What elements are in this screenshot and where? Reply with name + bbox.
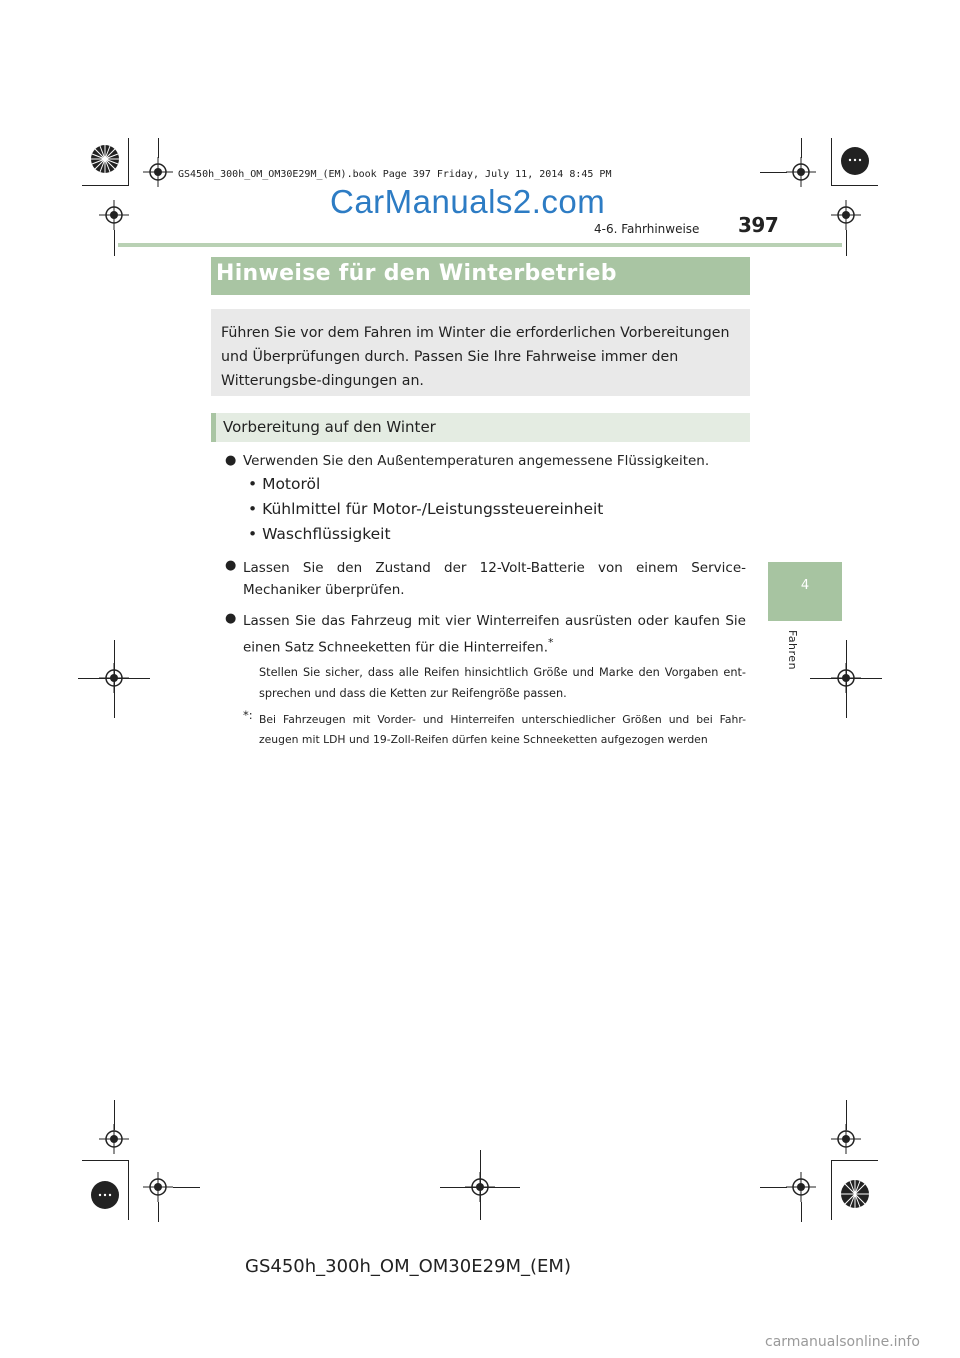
header-rule <box>118 243 842 247</box>
page-title-bar <box>211 257 750 295</box>
book-info: GS450h_300h_OM_OM30E29M_(EM).book Page 397 Friday, July 11, 2014 8:45 PM <box>178 169 612 180</box>
bullet-icon: ● <box>225 453 237 468</box>
chapter-number: 4 <box>800 578 810 593</box>
footer-model-code: GS450h_300h_OM_OM30E29M_(EM) <box>245 1256 571 1277</box>
sunburst-mark-icon <box>832 1172 876 1216</box>
intro-text: Führen Sie vor dem Fahren im Winter die erforderlichen Vorbereitungen und Überprüfungen durch. Passen Sie Ihre Fahrweise immer den Witterungsbe-dingungen an. <box>221 325 730 389</box>
list-item: • Waschflüssigkeit <box>248 525 391 543</box>
registration-mark-icon <box>786 1172 816 1202</box>
bullet-icon: ● <box>225 558 237 573</box>
bullet-text: Lassen Sie das Fahrzeug mit vier Winterreifen ausrüsten oder kaufen Sie einen Satz Schneeketten für die Hinterreifen.* <box>243 613 746 656</box>
bullet-icon: ● <box>225 611 237 626</box>
note-text: Stellen Sie sicher, dass alle Reifen hinsichtlich Größe und Marke den Vorgaben ent-sprechen und dass die Ketten zur Reifengröße passen. <box>259 666 746 700</box>
registration-mark-icon <box>786 157 816 187</box>
footnote-label: *: <box>243 708 253 722</box>
chapter-tab <box>768 562 842 621</box>
subsection-accent-bar <box>211 413 216 442</box>
list-item: • Kühlmittel für Motor-/Leistungssteuereinheit <box>248 500 604 518</box>
bullet-text: Verwenden Sie den Außentemperaturen angemessene Flüssigkeiten. <box>243 453 710 469</box>
list-item: • Motoröl <box>248 475 321 493</box>
intro-box <box>211 309 750 396</box>
footnote-marker: * <box>548 636 554 649</box>
registration-mark-icon <box>99 200 129 230</box>
section-breadcrumb: 4-6. Fahrhinweise <box>594 222 700 236</box>
registration-mark-icon <box>831 200 861 230</box>
dotted-circle-mark-icon <box>84 1174 128 1218</box>
bullet-text: Lassen Sie den Zustand der 12-Volt-Batterie von einem Service-Mechaniker überprüfen. <box>243 560 746 598</box>
sunburst-mark-icon <box>84 138 134 188</box>
footer-site-watermark[interactable]: carmanualsonline.info <box>765 1334 920 1350</box>
subsection-title: Vorbereitung auf den Winter <box>223 418 436 436</box>
page-title: Hinweise für den Winterbetrieb <box>216 261 617 286</box>
footnote-text: Bei Fahrzeugen mit Vorder- und Hinterreifen unterschiedlicher Größen und bei Fahr-zeugen mit LDH und 19-Zoll-Reifen dürfen keine Schneeketten aufgezogen werden <box>259 713 746 746</box>
watermark-logo[interactable]: CarManuals2.com <box>330 183 606 220</box>
page-number: 397 <box>738 213 779 237</box>
registration-mark-icon <box>143 157 173 187</box>
dotted-circle-mark-icon <box>832 138 882 188</box>
registration-mark-icon <box>143 1172 173 1202</box>
chapter-label: Fahren <box>786 630 799 671</box>
subsection-header <box>211 413 750 442</box>
